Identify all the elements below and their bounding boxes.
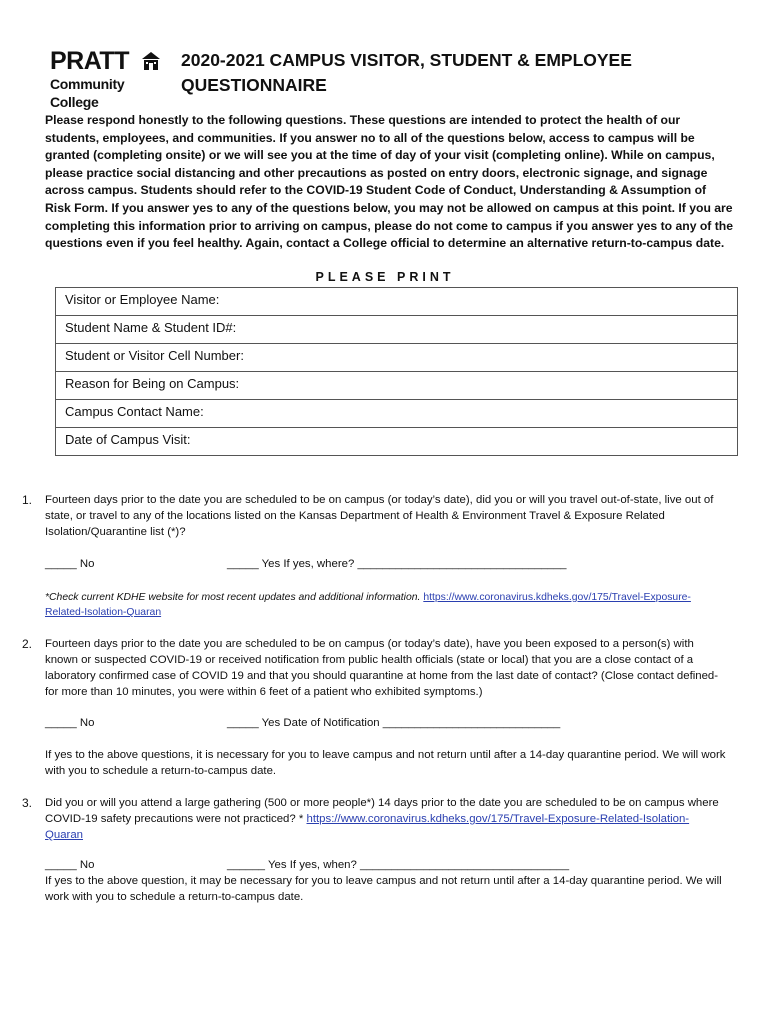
field-reason[interactable]: Reason for Being on Campus: (56, 372, 738, 400)
question-3 (22, 795, 722, 843)
field-visit-date[interactable]: Date of Campus Visit: (56, 428, 738, 456)
q3-no-option[interactable]: _____ No (45, 859, 95, 871)
kdhe-link[interactable]: https://www.coronavirus.kdheks.gov/175/Travel-Exposure-Related-Isolation-Quaran (45, 592, 691, 618)
q3-yes-option[interactable]: ______ Yes If yes, when? _________________________________ (227, 859, 570, 871)
question-number: 3. (22, 796, 33, 810)
question-1 (22, 492, 722, 540)
q1-note (45, 590, 725, 620)
q2-no-option[interactable]: _____ No (45, 717, 95, 729)
kdhe-note-text: *Check current KDHE website for most recent updates and additional information. (45, 592, 421, 603)
kdhe-link[interactable]: https://www.coronavirus.kdheks.gov/175/Travel-Exposure-Related-Isolation-Quaran (45, 813, 690, 841)
please-print-heading: PLEASE PRINT (315, 270, 455, 284)
intro-paragraph: Please respond honestly to the following questions. These questions are intended to protect the health of our students, employees, and communities. If you answer no to all of the questions below, access to campus will be granted (completing onsite) or we will see you at the time of day of your visit (completing online). While on campus, please practice social distancing and other precautions as posted on entry doors, electronic signage, and signage across campus. Students should refer to the COVID-19 Student Code of Conduct, Understanding & Assumption of Risk Form. If you answer yes to any of the questions below, you may not be allowed on campus at this point. If you are completing this information prior to arriving on campus, please do not come to campus if you answer yes to any of the questions even if you feel healthy. Again, contact a College official to determine an alternative return-to-campus date. (45, 113, 734, 251)
visitor-info-table (55, 287, 738, 456)
logo-subtitle: Community College (50, 76, 125, 110)
question-text: Fourteen days prior to the date you are scheduled to be on campus (or today’s date), did you or will you travel out-of-state, live out of state, or travel to any of the locations listed on the Kansas Department of Health & Environment Travel & Exposure Related Isolation/Quarantine list (*)? (45, 494, 714, 538)
question-text-body: Did you or will you attend a large gathering (500 or more people*) 14 days prior to the date you are scheduled to be on campus where COVID-19 safety precautions were not practiced? * (45, 797, 719, 825)
question-text: Fourteen days prior to the date you are scheduled to be on campus (or today’s date), have you been exposed to a person(s) with known or suspected COVID-19 or received notification from public health officials (state or local) that you are a close contact of a laboratory confirmed case of COVID 19 and that you should quarantine at home from the last date of contact? (Close contact defined- for more than 10 minutes, you were within 6 feet of a patient who exhibited symptoms.) (45, 638, 719, 698)
field-student-name-id[interactable]: Student Name & Student ID#: (56, 316, 738, 344)
page-title: 2020-2021 CAMPUS VISITOR, STUDENT & EMPLOYEE QUESTIONNAIRE (181, 50, 632, 95)
question-text (45, 795, 722, 843)
field-cell-number[interactable]: Student or Visitor Cell Number: (56, 344, 738, 372)
q1-yes-option[interactable]: _____ Yes If yes, where? _________________________________ (227, 558, 567, 570)
q3-followup: If yes to the above question, it may be necessary for you to leave campus and not return until after a 14-day quarantine period. We will work with you to schedule a return-to-campus date. (45, 875, 722, 903)
q2-yes-option[interactable]: _____ Yes Date of Notification ____________________________ (227, 717, 561, 729)
logo-name: PRATT (50, 47, 129, 75)
question-2 (22, 636, 722, 700)
q1-no-option[interactable]: _____ No (45, 558, 95, 570)
q2-followup: If yes to the above questions, it is necessary for you to leave campus and not return until after a 14-day quarantine period. We will work with you to schedule a return-to-campus date. (45, 749, 726, 777)
schoolhouse-icon (141, 51, 161, 71)
question-number: 1. (22, 493, 33, 507)
field-campus-contact[interactable]: Campus Contact Name: (56, 400, 738, 428)
field-visitor-name[interactable]: Visitor or Employee Name: (65, 292, 220, 307)
college-logo (50, 47, 162, 110)
question-number: 2. (22, 637, 33, 651)
